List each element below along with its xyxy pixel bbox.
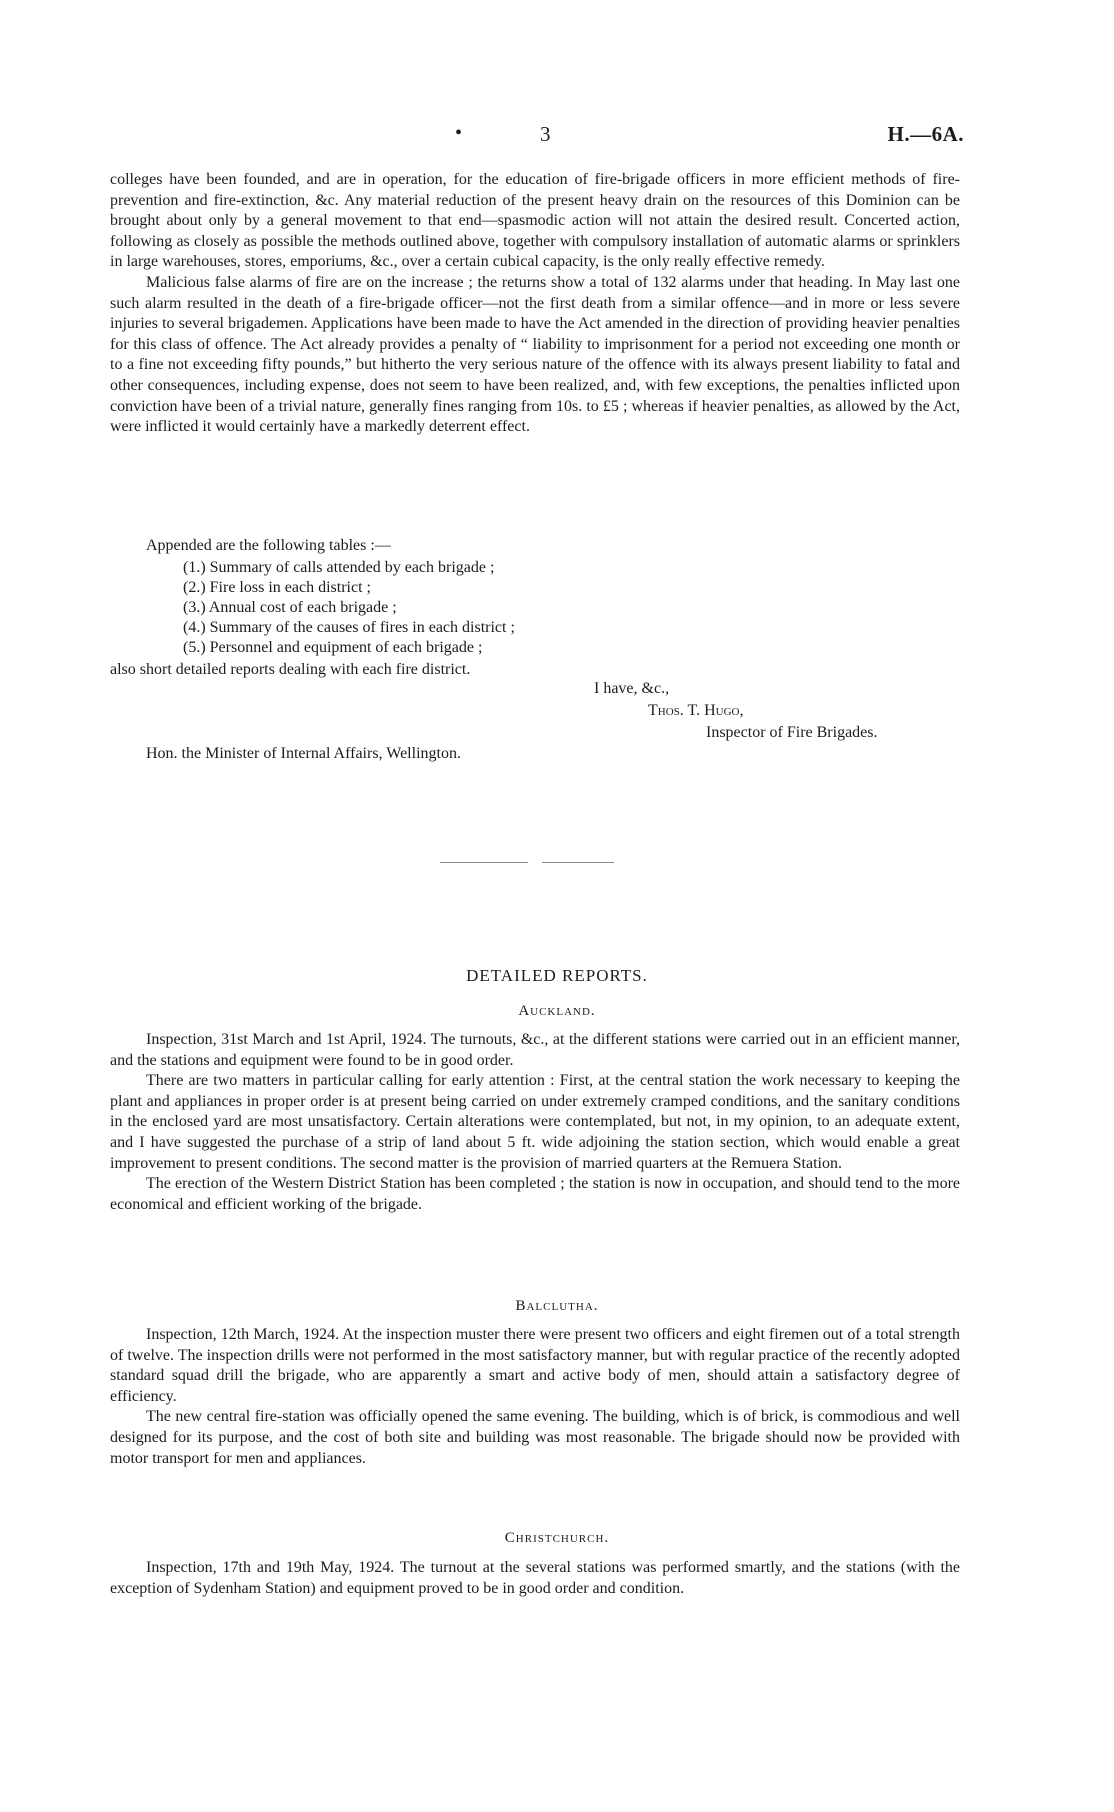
header-dot: • [455, 122, 463, 144]
heading-christchurch: Christchurch. [504, 1530, 610, 1546]
list-item: (2.) Fire loss in each district ; [183, 579, 371, 596]
page-number: 3 [540, 122, 551, 146]
divider-rule [440, 862, 528, 863]
paragraph-sprinklers: colleges have been founded, and are in operation, for the education of fire-brigade officers in more efficient methods of fire-prevention and fire-extinction, &c. Any material reduction of the present heavy drain on the resources of this Dominion can be brought about only by a general movement to that end—spasmodic action will not attain the desired result. Concerted action, following as closely as possible the methods outlined above, together with compulsory installation of automatic alarms or sprinklers in large warehouses, stores, emporiums, &c., over a certain cubical capacity, is the only really effective remedy. [110, 171, 960, 271]
list-item: (3.) Annual cost of each brigade ; [183, 599, 397, 616]
signature-closing: I have, &c., [594, 680, 670, 697]
document-reference: H.—6A. [887, 122, 964, 146]
appended-also: also short detailed reports dealing with each fire district. [110, 661, 471, 678]
section-title: DETAILED REPORTS. [466, 966, 648, 985]
heading-balclutha: Balclutha. [515, 1298, 599, 1314]
addressee: Hon. the Minister of Internal Affairs, Wellington. [146, 745, 461, 762]
list-item: (5.) Personnel and equipment of each brigade ; [183, 639, 483, 656]
paragraph: The new central fire-station was officially opened the same evening. The building, which is of brick, is commodious and well designed for its purpose, and the cost of both site and building was most reasonable. The brigade should now be provided with motor transport for men and appliances. [110, 1408, 960, 1467]
auckland-report [110, 1030, 960, 1215]
paragraph-false-alarms: Malicious false alarms of fire are on the increase ; the returns show a total of 132 alarms under that heading. In May last one such alarm resulted in the death of a fire-brigade officer—not the first death from a similar offence—and in more or less severe injuries to several brigademen. Applications have been made to have the Act amended in the direction of providing heavier penalties for this class of offence. The Act already provides a penalty of “ liability to imprisonment for a period not exceeding one month or to a fine not exceeding fifty pounds,” but hitherto the very serious nature of the offence with its always present liability to fatal and other consequences, including expense, does not seem to have been realized, and, with few exceptions, the penalties inflicted upon conviction have been of a trivial nature, generally fines ranging from 10s. to £5 ; whereas if heavier penalties, as allowed by the Act, were inflicted it would certainly have a markedly deterrent effect. [110, 273, 960, 436]
christchurch-report [110, 1558, 960, 1599]
paragraph: Inspection, 31st March and 1st April, 1924. The turnouts, &c., at the different stations were carried out in an efficient manner, and the stations and equipment were found to be in good order. [110, 1031, 960, 1069]
balclutha-report [110, 1325, 960, 1469]
signature-title: Inspector of Fire Brigades. [706, 724, 878, 741]
intro-text [110, 170, 960, 438]
divider-rule [542, 862, 614, 863]
paragraph: There are two matters in particular calling for early attention : First, at the central station the work necessary to keeping the plant and appliances in proper order is at present being carried on under extremely cramped conditions, and the sanitary conditions in the enclosed yard are most unsatisfactory. Certain alterations were contemplated, but not, in my opinion, to an adequate extent, and I have suggested the purchase of a strip of land about 5 ft. wide adjoining the station section, which would enable a great improvement to present conditions. The second matter is the provision of married quarters at the Remuera Station. [110, 1072, 960, 1172]
paragraph: Inspection, 12th March, 1924. At the inspection muster there were present two officers and eight firemen out of a total strength of twelve. The inspection drills were not performed in the most satisfactory manner, but with regular practice of the recently adopted standard squad drill the brigade, who are apparently a smart and active body of men, should attain a satisfactory degree of efficiency. [110, 1326, 960, 1405]
appended-intro: Appended are the following tables :— [146, 537, 391, 554]
signature-name: Thos. T. Hugo, [648, 702, 744, 719]
list-item: (1.) Summary of calls attended by each brigade ; [183, 559, 495, 576]
paragraph: The erection of the Western District Station has been completed ; the station is now in occupation, and should tend to the more economical and efficient working of the brigade. [110, 1175, 960, 1213]
paragraph: Inspection, 17th and 19th May, 1924. The turnout at the several stations was performed smartly, and the stations (with the exception of Sydenham Station) and equipment proved to be in good order and condition. [110, 1559, 960, 1597]
page-header [0, 122, 1114, 152]
appended-tables-list [183, 558, 515, 658]
list-item: (4.) Summary of the causes of fires in each district ; [183, 619, 515, 636]
heading-auckland: Auckland. [518, 1003, 596, 1019]
